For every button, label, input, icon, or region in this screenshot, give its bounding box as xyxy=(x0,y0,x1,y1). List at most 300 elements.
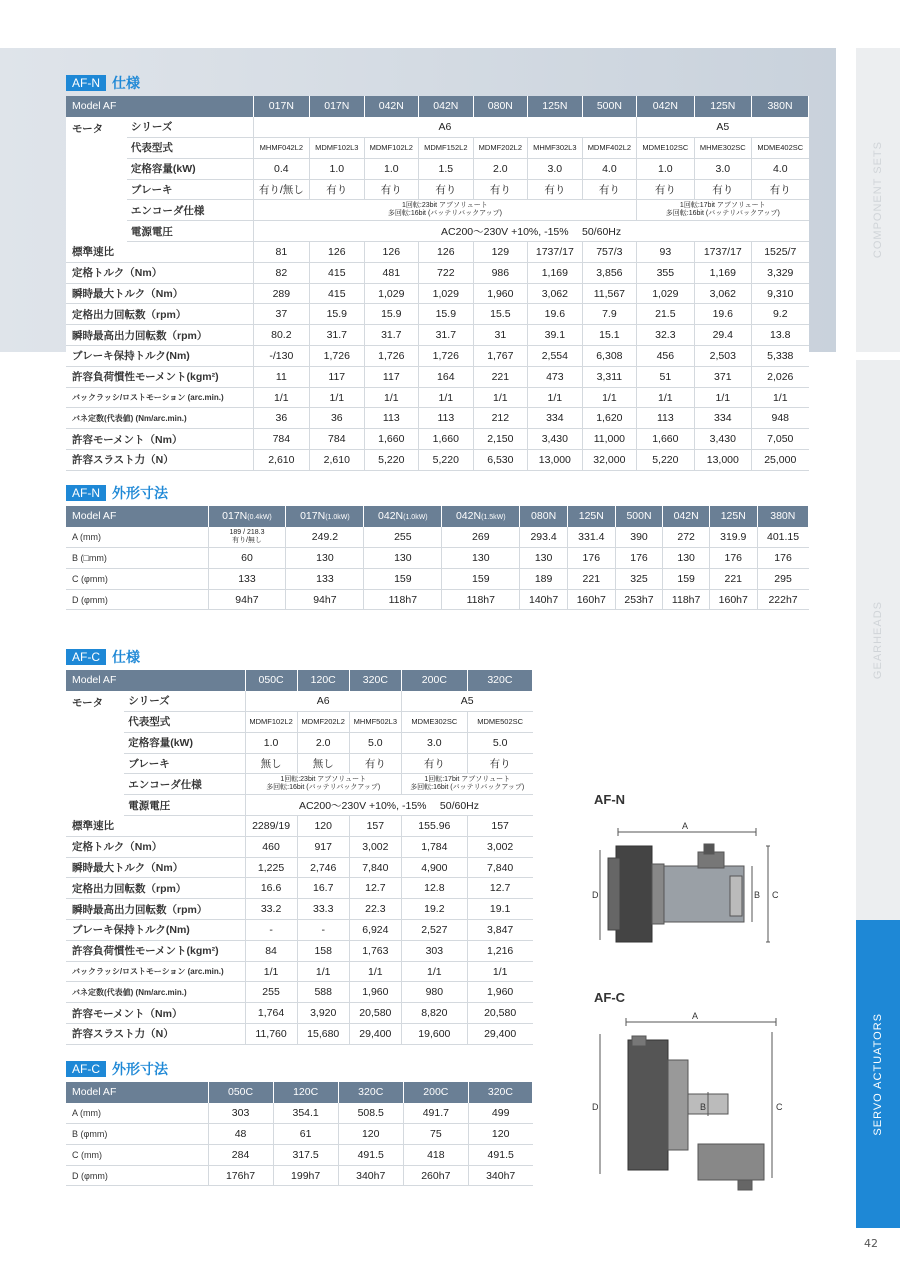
table-cell: 1/1 xyxy=(752,387,809,408)
table-cell: 9,310 xyxy=(752,283,809,304)
table-row xyxy=(66,836,533,857)
afc-spec-table xyxy=(66,670,533,1045)
row-label: エンコーダ仕様 xyxy=(124,774,245,795)
table-cell: 1/1 xyxy=(245,961,297,982)
table-cell: 113 xyxy=(637,408,694,429)
row-label: 定格出力回転数（rpm） xyxy=(66,304,253,325)
model-header xyxy=(286,506,364,527)
table-cell: 1,225 xyxy=(245,857,297,878)
table-cell: 7.9 xyxy=(582,304,637,325)
table-cell: 20,580 xyxy=(467,1003,532,1024)
model-name: 380N xyxy=(770,510,796,523)
table-row xyxy=(66,325,809,346)
table-cell: A6 xyxy=(245,691,401,712)
table-cell: 3,002 xyxy=(467,836,532,857)
table-cell: 126 xyxy=(310,242,365,263)
table-cell: 222h7 xyxy=(757,589,808,610)
table-cell: 1,767 xyxy=(473,346,528,367)
row-label: 定格トルク（Nm） xyxy=(66,262,253,283)
table-cell: 118h7 xyxy=(442,589,520,610)
table-cell: 無し xyxy=(245,753,297,774)
table-row xyxy=(66,548,809,569)
table-cell: 2,026 xyxy=(752,366,809,387)
table-cell: 295 xyxy=(757,568,808,589)
table-cell: 5,220 xyxy=(419,450,474,471)
table-cell: 1,960 xyxy=(349,982,401,1003)
table-cell: 1,660 xyxy=(364,429,419,450)
table-header-row xyxy=(66,1082,533,1103)
table-cell: 1/1 xyxy=(297,961,349,982)
table-cell: 757/3 xyxy=(582,242,637,263)
sidebar-tab-label: SERVO ACTUATORS xyxy=(872,1012,884,1136)
table-cell: 255 xyxy=(245,982,297,1003)
table-cell: 284 xyxy=(208,1144,273,1165)
table-cell: 212 xyxy=(473,408,528,429)
table-cell: 293.4 xyxy=(520,527,568,548)
table-row xyxy=(66,138,809,159)
table-cell: 158 xyxy=(297,940,349,961)
model-header: 042N xyxy=(364,96,419,117)
table-cell: 1/1 xyxy=(582,387,637,408)
table-cell: 303 xyxy=(401,940,467,961)
model-name: 125N xyxy=(578,510,604,523)
table-cell: 8,820 xyxy=(401,1003,467,1024)
model-header: 500N xyxy=(582,96,637,117)
table-row xyxy=(66,1124,533,1145)
table-cell: 355 xyxy=(637,262,694,283)
table-cell: MHMF302L3 xyxy=(528,138,583,159)
model-header: 125N xyxy=(528,96,583,117)
table-cell: 1.0 xyxy=(364,158,419,179)
table-cell: 189 xyxy=(520,568,568,589)
row-label: 許容負荷慣性モーメント(kgm²) xyxy=(66,940,245,961)
row-label: B (□mm) xyxy=(66,548,208,569)
table-cell: MDMF152L2 xyxy=(419,138,474,159)
model-header: 320C xyxy=(338,1082,403,1103)
table-cell: 917 xyxy=(297,836,349,857)
table-cell: 140h7 xyxy=(520,589,568,610)
table-cell: 1737/17 xyxy=(694,242,751,263)
table-cell: 221 xyxy=(709,568,757,589)
table-cell: 3,329 xyxy=(752,262,809,283)
table-row xyxy=(66,1003,533,1024)
encoder-line: 1回転:23bit アブソリュート xyxy=(280,776,367,784)
table-cell: 117 xyxy=(310,366,365,387)
sidebar-tab-gearheads[interactable] xyxy=(856,360,900,920)
table-cell: 93 xyxy=(637,242,694,263)
table-cell: 113 xyxy=(364,408,419,429)
table-cell: 418 xyxy=(403,1144,468,1165)
model-header: 080N xyxy=(473,96,528,117)
row-label: A (mm) xyxy=(66,1103,208,1124)
model-name: 042N xyxy=(378,510,404,523)
table-cell: 255 xyxy=(364,527,442,548)
model-header: 120C xyxy=(297,670,349,691)
table-cell: MDMF102L2 xyxy=(245,712,297,733)
table-cell: 160h7 xyxy=(709,589,757,610)
table-cell: 133 xyxy=(286,568,364,589)
row-label: バックラッシ/ロストモーション (arc.min.) xyxy=(66,961,245,982)
row-label: 電源電圧 xyxy=(124,795,245,816)
table-cell: 48 xyxy=(208,1124,273,1145)
table-row xyxy=(66,795,533,816)
row-label: C (mm) xyxy=(66,1144,208,1165)
row-label: 電源電圧 xyxy=(127,221,253,242)
table-cell: 784 xyxy=(310,429,365,450)
table-cell: 176 xyxy=(757,548,808,569)
table-cell: 7,050 xyxy=(752,429,809,450)
table-cell: 2,150 xyxy=(473,429,528,450)
table-row xyxy=(66,450,809,471)
table-cell: 12.8 xyxy=(401,878,467,899)
table-cell: 118h7 xyxy=(663,589,710,610)
table-cell: 1,784 xyxy=(401,836,467,857)
table-header-row xyxy=(66,96,809,117)
encoder-line: 多回転:16bit (バッテリバックアップ) xyxy=(387,210,502,218)
dimension-label-b: B xyxy=(754,890,761,900)
table-cell: 3,856 xyxy=(582,262,637,283)
table-cell: 6,924 xyxy=(349,920,401,941)
table-row xyxy=(66,179,809,200)
table-cell: 1,029 xyxy=(637,283,694,304)
model-header: 042N xyxy=(419,96,474,117)
row-label: 標準速比 xyxy=(66,242,253,263)
model-header xyxy=(663,506,710,527)
table-cell: MDME302SC xyxy=(401,712,467,733)
table-cell: 354.1 xyxy=(273,1103,338,1124)
motor-group-label: モータ xyxy=(66,117,127,242)
table-cell: 2,554 xyxy=(528,346,583,367)
table-cell: 無し xyxy=(297,753,349,774)
model-header: 125N xyxy=(694,96,751,117)
table-cell: 有り xyxy=(467,753,532,774)
table-cell: 11 xyxy=(253,366,309,387)
table-cell: A5 xyxy=(637,117,809,138)
table-row xyxy=(66,408,809,429)
table-cell: 36 xyxy=(310,408,365,429)
table-cell: 有り xyxy=(310,179,365,200)
table-cell: 16.7 xyxy=(297,878,349,899)
row-label: 瞬時最高出力回転数（rpm） xyxy=(66,899,245,920)
table-cell xyxy=(401,774,532,795)
table-cell: MDMF402L2 xyxy=(582,138,637,159)
table-cell: 1,726 xyxy=(419,346,474,367)
table-row xyxy=(66,200,809,221)
table-cell: 948 xyxy=(752,408,809,429)
table-cell: 120 xyxy=(468,1124,532,1145)
table-row xyxy=(66,1024,533,1045)
table-cell: 120 xyxy=(338,1124,403,1145)
table-cell: 29.4 xyxy=(694,325,751,346)
table-cell: 117 xyxy=(364,366,419,387)
table-cell: 303 xyxy=(208,1103,273,1124)
dimension-label-a: A xyxy=(682,821,689,831)
table-cell: 5,220 xyxy=(637,450,694,471)
row-label: 瞬時最高出力回転数（rpm） xyxy=(66,325,253,346)
table-cell: 460 xyxy=(245,836,297,857)
table-cell: 164 xyxy=(419,366,474,387)
model-header xyxy=(520,506,568,527)
table-cell: 588 xyxy=(297,982,349,1003)
table-cell: 22.3 xyxy=(349,899,401,920)
table-cell: 334 xyxy=(694,408,751,429)
table-cell: 19,600 xyxy=(401,1024,467,1045)
table-cell: - xyxy=(297,920,349,941)
table-cell: 120 xyxy=(297,816,349,837)
model-note: (1.0kW) xyxy=(403,514,428,522)
row-label: B (φmm) xyxy=(66,1124,208,1145)
table-cell: 334 xyxy=(528,408,583,429)
afn-spec-table xyxy=(66,96,809,471)
table-cell: 84 xyxy=(245,940,297,961)
dimension-label-a: A xyxy=(692,1011,699,1021)
cell-line: 有り/無し xyxy=(231,536,262,544)
model-header: 380N xyxy=(752,96,809,117)
table-cell: 253h7 xyxy=(615,589,663,610)
table-cell: 有り/無し xyxy=(253,179,309,200)
row-label: バネ定数(代表値) (Nm/arc.min.) xyxy=(66,408,253,429)
table-cell: A6 xyxy=(253,117,636,138)
table-cell: 1.0 xyxy=(310,158,365,179)
table-cell: 15,680 xyxy=(297,1024,349,1045)
table-cell: 5.0 xyxy=(467,732,532,753)
row-label: 代表型式 xyxy=(127,138,253,159)
model-header: 017N xyxy=(310,96,365,117)
row-label: 定格容量(kW) xyxy=(124,732,245,753)
table-cell: 19.6 xyxy=(694,304,751,325)
table-cell: 1/1 xyxy=(473,387,528,408)
table-cell: 130 xyxy=(520,548,568,569)
model-header xyxy=(757,506,808,527)
table-cell: 有り xyxy=(582,179,637,200)
model-header: 017N xyxy=(253,96,309,117)
table-cell: 11,567 xyxy=(582,283,637,304)
table-row xyxy=(66,774,533,795)
table-cell: 21.5 xyxy=(637,304,694,325)
table-row xyxy=(66,920,533,941)
table-cell: 1,960 xyxy=(473,283,528,304)
encoder-line: 1回転:23bit アブソリュート xyxy=(402,202,488,210)
row-label: 許容スラスト力（N） xyxy=(66,450,253,471)
header-label: Model AF xyxy=(66,96,253,117)
table-cell: 1,169 xyxy=(694,262,751,283)
table-cell: 289 xyxy=(253,283,309,304)
table-cell: MDMF102L3 xyxy=(310,138,365,159)
table-cell: 1/1 xyxy=(694,387,751,408)
table-cell: 94h7 xyxy=(286,589,364,610)
table-cell: 272 xyxy=(663,527,710,548)
table-cell: 269 xyxy=(442,527,520,548)
header-label: Model AF xyxy=(66,670,245,691)
model-name: 500N xyxy=(626,510,652,523)
afc-dim-section xyxy=(66,1060,533,1186)
table-cell: 1/1 xyxy=(419,387,474,408)
table-cell: 371 xyxy=(694,366,751,387)
table-cell: 1,660 xyxy=(637,429,694,450)
row-label: C (φmm) xyxy=(66,568,208,589)
table-cell: 260h7 xyxy=(403,1165,468,1186)
model-header xyxy=(364,506,442,527)
sidebar xyxy=(856,48,900,1228)
row-label: 標準速比 xyxy=(66,816,245,837)
table-row xyxy=(66,691,533,712)
table-row xyxy=(66,346,809,367)
encoder-line: 多回転:16bit (バッテリバックアップ) xyxy=(410,784,525,792)
table-cell: MHMF042L2 xyxy=(253,138,309,159)
section-heading: 外形寸法 xyxy=(112,486,168,502)
table-cell: 3.0 xyxy=(694,158,751,179)
table-row xyxy=(66,712,533,733)
page-number: 42 xyxy=(864,1237,878,1250)
sidebar-tab-servo-actuators[interactable] xyxy=(856,920,900,1228)
table-cell: 11,760 xyxy=(245,1024,297,1045)
model-note: (1.5kW) xyxy=(481,514,506,522)
table-cell: 19.2 xyxy=(401,899,467,920)
model-header xyxy=(567,506,615,527)
table-cell: MHME302SC xyxy=(694,138,751,159)
table-cell: 980 xyxy=(401,982,467,1003)
header-label: Model AF xyxy=(66,506,208,527)
model-header xyxy=(208,506,286,527)
afn-spec-section xyxy=(66,74,809,471)
table-cell: 1,764 xyxy=(245,1003,297,1024)
table-cell: 81 xyxy=(253,242,309,263)
table-cell xyxy=(208,527,286,548)
table-cell: 159 xyxy=(364,568,442,589)
table-cell: 1,960 xyxy=(467,982,532,1003)
model-header: 050C xyxy=(208,1082,273,1103)
table-cell: 2,503 xyxy=(694,346,751,367)
section-heading: 仕様 xyxy=(112,76,140,92)
table-cell: 3.0 xyxy=(401,732,467,753)
table-cell: 12.7 xyxy=(349,878,401,899)
table-row xyxy=(66,857,533,878)
row-label: A (mm) xyxy=(66,527,208,548)
model-header: 120C xyxy=(273,1082,338,1103)
header-label: Model AF xyxy=(66,1082,208,1103)
table-cell: 133 xyxy=(208,568,286,589)
table-row xyxy=(66,899,533,920)
table-cell: 3.0 xyxy=(528,158,583,179)
table-cell: 159 xyxy=(442,568,520,589)
table-row xyxy=(66,878,533,899)
section-tag: AF-N xyxy=(66,75,106,91)
table-header-row xyxy=(66,506,809,527)
sidebar-tab-label: COMPONENT SETS xyxy=(872,141,884,259)
table-row xyxy=(66,732,533,753)
model-header: 320C xyxy=(349,670,401,691)
table-cell: 319.9 xyxy=(709,527,757,548)
table-cell: MDME102SC xyxy=(637,138,694,159)
table-cell: MDME502SC xyxy=(467,712,532,733)
table-cell: 1/1 xyxy=(310,387,365,408)
model-note: (0.4kW) xyxy=(247,514,272,522)
table-cell: 499 xyxy=(468,1103,532,1124)
table-cell: 221 xyxy=(473,366,528,387)
table-cell: 1525/7 xyxy=(752,242,809,263)
table-cell: 491.5 xyxy=(338,1144,403,1165)
model-name: 080N xyxy=(531,510,557,523)
row-label: 定格出力回転数（rpm） xyxy=(66,878,245,899)
table-cell: 130 xyxy=(364,548,442,569)
table-cell: 2,746 xyxy=(297,857,349,878)
table-cell: 113 xyxy=(419,408,474,429)
table-row xyxy=(66,262,809,283)
table-cell: 1,660 xyxy=(419,429,474,450)
table-row xyxy=(66,1103,533,1124)
table-row xyxy=(66,221,809,242)
table-cell: 75 xyxy=(403,1124,468,1145)
table-cell: MHMF502L3 xyxy=(349,712,401,733)
afn-drawing-title: AF-N xyxy=(594,792,626,807)
table-cell: 有り xyxy=(419,179,474,200)
table-cell: 3,062 xyxy=(694,283,751,304)
table-cell: 159 xyxy=(663,568,710,589)
model-name: 017N xyxy=(222,510,248,523)
table-cell: 16.6 xyxy=(245,878,297,899)
table-cell: 1.0 xyxy=(245,732,297,753)
table-cell: 481 xyxy=(364,262,419,283)
table-cell: 1,620 xyxy=(582,408,637,429)
table-cell xyxy=(637,200,809,221)
model-header: 200C xyxy=(403,1082,468,1103)
model-name: 017N xyxy=(300,510,326,523)
table-cell: 1/1 xyxy=(637,387,694,408)
table-cell: 31.7 xyxy=(364,325,419,346)
table-cell: 2,610 xyxy=(253,450,309,471)
table-cell: 221 xyxy=(567,568,615,589)
table-cell: 176 xyxy=(709,548,757,569)
table-cell: 80.2 xyxy=(253,325,309,346)
table-cell: 7,840 xyxy=(349,857,401,878)
table-row xyxy=(66,527,809,548)
table-cell: 2,610 xyxy=(310,450,365,471)
table-cell: 130 xyxy=(286,548,364,569)
dimension-label-d: D xyxy=(592,1102,599,1112)
table-cell: 390 xyxy=(615,527,663,548)
table-cell: 1,763 xyxy=(349,940,401,961)
dimension-label-b: B xyxy=(700,1102,707,1112)
table-cell: 4,900 xyxy=(401,857,467,878)
table-cell: 176 xyxy=(567,548,615,569)
section-heading: 外形寸法 xyxy=(112,1062,168,1078)
dimension-label-d: D xyxy=(592,890,599,900)
table-cell: 3,430 xyxy=(694,429,751,450)
table-cell: 60 xyxy=(208,548,286,569)
table-cell: 4.0 xyxy=(582,158,637,179)
table-cell: 29,400 xyxy=(467,1024,532,1045)
model-note: (1.0kW) xyxy=(325,514,350,522)
afc-drawing-title: AF-C xyxy=(594,990,626,1005)
table-cell: 2.0 xyxy=(297,732,349,753)
table-cell: 176h7 xyxy=(208,1165,273,1186)
table-cell: 157 xyxy=(467,816,532,837)
model-name: 042N xyxy=(455,510,482,523)
table-row xyxy=(66,1165,533,1186)
section-title xyxy=(66,648,533,666)
sidebar-tab-component-sets[interactable] xyxy=(856,48,900,352)
table-cell: 13.8 xyxy=(752,325,809,346)
table-cell: 2,527 xyxy=(401,920,467,941)
table-cell: 3,920 xyxy=(297,1003,349,1024)
table-cell: 722 xyxy=(419,262,474,283)
table-cell: 340h7 xyxy=(468,1165,532,1186)
table-cell: 508.5 xyxy=(338,1103,403,1124)
row-label: 許容スラスト力（N） xyxy=(66,1024,245,1045)
table-cell: 456 xyxy=(637,346,694,367)
motor-group-label: モータ xyxy=(66,691,124,816)
encoder-line: 1回転:17bit アブソリュート xyxy=(679,202,766,210)
